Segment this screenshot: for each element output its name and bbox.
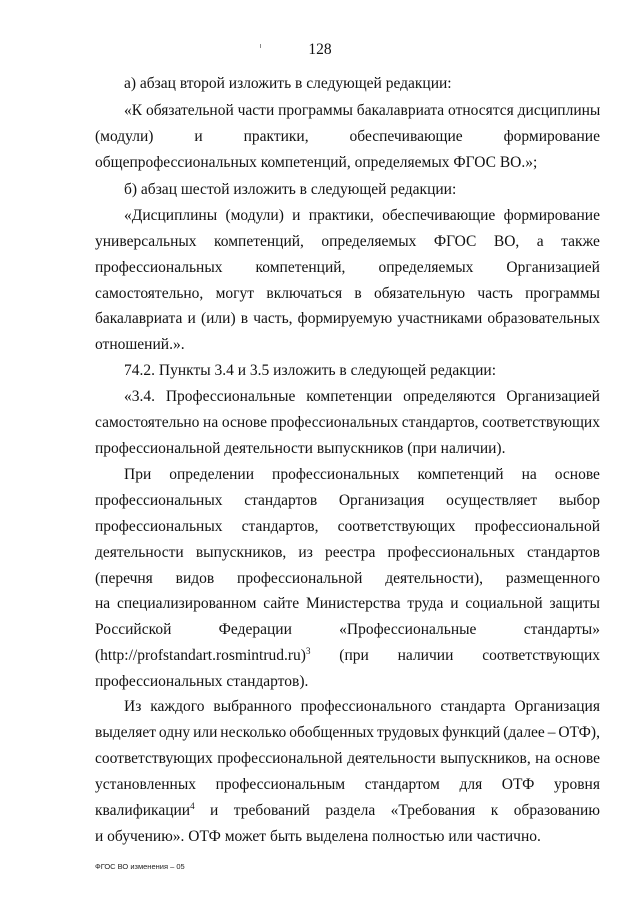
text-line-16 — [124, 465, 600, 485]
word: профессиональных — [387, 544, 515, 561]
word: раздела — [325, 802, 376, 819]
word: реестра — [324, 544, 376, 561]
word: стандарты» — [523, 621, 600, 638]
text-line-18 — [95, 517, 600, 537]
word: ОТФ), — [558, 724, 600, 741]
word: деятельности), — [385, 570, 484, 587]
word: и — [292, 207, 301, 224]
word: профессиональных — [270, 414, 399, 431]
word: осуществляет — [446, 492, 538, 509]
word: уровня — [553, 776, 600, 793]
word: определении — [169, 466, 255, 483]
word: практики, — [308, 207, 374, 224]
word: стандартом — [364, 776, 440, 793]
word: наличии — [397, 647, 454, 664]
word: трудовых — [376, 724, 440, 741]
word: формирование — [503, 207, 600, 224]
word: образованию — [513, 802, 600, 819]
word: «Профессиональные — [339, 621, 477, 638]
word: образовательных — [487, 310, 600, 327]
word: соответствующих — [482, 414, 600, 431]
word: каждого — [150, 698, 205, 715]
word: самостоятельно — [95, 414, 200, 431]
word: специализированном — [116, 595, 257, 612]
word: на — [535, 750, 551, 767]
text-line-2: «К обязательной части программы бакалавриата относятся дисциплины — [124, 102, 601, 119]
word: обобщенных — [289, 724, 375, 741]
word: Из — [124, 698, 142, 715]
word: защиты — [549, 595, 600, 612]
word: профессиональной — [474, 518, 600, 535]
text-line-15: профессиональной деятельности выпускников (при наличии). — [95, 440, 506, 457]
word: Организацией — [506, 259, 600, 276]
word: – — [547, 724, 556, 741]
word: функций — [442, 724, 501, 741]
word: (перечня — [95, 570, 153, 587]
word: стандартов, — [401, 414, 479, 431]
word: бакалавриата — [95, 310, 183, 327]
text-line-6 — [124, 206, 600, 226]
word: «3.4. — [124, 388, 155, 405]
footnote-ref-4: 4 — [190, 800, 195, 811]
word: При — [124, 466, 152, 483]
text-line-23 — [95, 646, 600, 666]
word: включаться — [266, 285, 343, 302]
page-number: 128 — [308, 41, 332, 58]
word: установленных — [95, 776, 196, 793]
word: «Дисциплины — [124, 207, 218, 224]
word: требований — [233, 802, 310, 819]
word: профессиональным — [215, 776, 346, 793]
word: часть — [477, 285, 513, 302]
text-line-24: профессиональных стандартов). — [95, 673, 309, 690]
text-line-11: отношений.». — [95, 336, 185, 353]
text-line-14 — [95, 413, 600, 433]
word: определяемых — [321, 233, 417, 250]
word: Министерства — [305, 595, 401, 612]
word: и — [210, 802, 219, 819]
word: часть, — [253, 310, 293, 327]
qualification-word: квалификации$^4$ — [95, 800, 195, 819]
word: обеспечивающие — [382, 207, 496, 224]
word: основе — [221, 414, 268, 431]
word: в — [240, 310, 249, 327]
word: профессиональных — [95, 518, 223, 535]
text-line-13 — [124, 387, 600, 407]
word: (при — [339, 647, 369, 664]
footnote-ref-3: 3 — [305, 645, 311, 656]
word: Организацией — [506, 388, 600, 405]
word: Российской — [95, 621, 172, 638]
word: (или) — [200, 310, 236, 327]
word: (модули) — [95, 128, 154, 145]
text-line-26 — [95, 723, 600, 743]
word: и — [450, 595, 459, 612]
text-line-7 — [95, 232, 600, 252]
text-line-30: и обучению». ОТФ может быть выделена полностью или частично. — [95, 828, 541, 845]
word: деятельности — [95, 544, 184, 561]
word: выпускников, — [440, 750, 531, 767]
word: основе — [554, 466, 600, 483]
word: компетенций — [417, 466, 504, 483]
word: (далее — [503, 724, 545, 741]
word: одну — [158, 724, 191, 741]
text-line-5: б) абзац шестой изложить в следующей редакции: — [124, 181, 457, 198]
word: а — [536, 233, 544, 250]
text-line-21 — [95, 594, 600, 614]
word: компетенций, — [214, 233, 304, 250]
word: профессиональной — [217, 750, 343, 767]
word: из — [298, 544, 313, 561]
word: соответствующих — [482, 647, 600, 664]
text-line-9 — [95, 284, 600, 304]
text-line-27 — [95, 749, 600, 769]
word: видов — [175, 570, 215, 587]
scan-speck — [260, 44, 261, 48]
text-line-22 — [95, 620, 600, 640]
text-line-12: 74.2. Пункты 3.4 и 3.5 изложить в следующей редакции: — [124, 362, 497, 379]
text-line-8 — [95, 258, 600, 278]
word: на — [203, 414, 219, 431]
word: соответствующих — [95, 750, 213, 767]
word: соответствующих — [337, 518, 456, 535]
word: (модули) — [225, 207, 284, 224]
word: или — [193, 724, 218, 741]
word: профессиональной — [237, 570, 363, 587]
word: Федерации — [218, 621, 292, 638]
word: практики, — [243, 128, 309, 145]
word: ВО, — [493, 233, 520, 250]
text-line-1: а) абзац второй изложить в следующей редакции: — [124, 75, 452, 92]
word: компетенций, — [255, 259, 346, 276]
word: для — [459, 776, 483, 793]
word: сайте — [263, 595, 300, 612]
text-line-29 — [95, 801, 600, 821]
word: социальной — [465, 595, 543, 612]
word: стандартов, — [241, 518, 319, 535]
word: выпускников, — [195, 544, 287, 561]
word: стандартов — [527, 544, 600, 561]
word: на — [95, 595, 111, 612]
word: «Требования — [390, 802, 476, 819]
word: несколько — [220, 724, 287, 741]
word: выбранного — [213, 698, 292, 715]
word: определяемых — [378, 259, 474, 276]
word: профессиональных — [95, 492, 223, 509]
word: обязательную — [374, 285, 466, 302]
word: и — [187, 310, 196, 327]
url-text: (http://profstandart.rosmintrud.ru)$^3$ — [95, 645, 311, 664]
word: формирование — [503, 128, 600, 145]
text-line-4: общепрофессиональных компетенций, определяемых ФГОС ВО.»; — [95, 154, 538, 171]
word: выбор — [558, 492, 600, 509]
word: обеспечивающие — [349, 128, 463, 145]
word: деятельности — [347, 750, 436, 767]
word: Организация — [514, 698, 600, 715]
word: профессионального — [300, 698, 432, 715]
word: и — [194, 128, 203, 145]
word: Организация — [338, 492, 425, 509]
text-line-17 — [95, 491, 600, 511]
word: выделяет — [95, 724, 157, 741]
text-line-20 — [95, 569, 600, 589]
word: профессиональных — [95, 259, 223, 276]
word: Профессиональные — [165, 388, 296, 405]
word: на — [521, 466, 537, 483]
word: также — [561, 233, 600, 250]
word: к — [490, 802, 499, 819]
word: определяются — [403, 388, 496, 405]
word: ОТФ — [501, 776, 535, 793]
text-line-25 — [124, 697, 600, 717]
text-line-10 — [95, 309, 600, 329]
word: компетенции — [306, 388, 393, 405]
text-line-28 — [95, 775, 600, 795]
word: основе — [554, 750, 600, 767]
word: ФГОС — [433, 233, 477, 250]
word: самостоятельно, — [95, 285, 204, 302]
word: в — [354, 285, 362, 302]
word: стандарта — [440, 698, 506, 715]
word: могут — [215, 285, 255, 302]
footer-doc-id: ФГОС ВО изменения – 05 — [95, 862, 185, 871]
text-line-19 — [95, 543, 600, 563]
word: труда — [407, 595, 444, 612]
word: стандартов — [244, 492, 318, 509]
word: профессиональных — [272, 466, 400, 483]
word: программы — [525, 285, 600, 302]
word: формируемую — [297, 310, 393, 327]
word: участниками — [397, 310, 483, 327]
word: универсальных — [95, 233, 197, 250]
word: размещенного — [505, 570, 600, 587]
text-line-3 — [95, 127, 600, 147]
